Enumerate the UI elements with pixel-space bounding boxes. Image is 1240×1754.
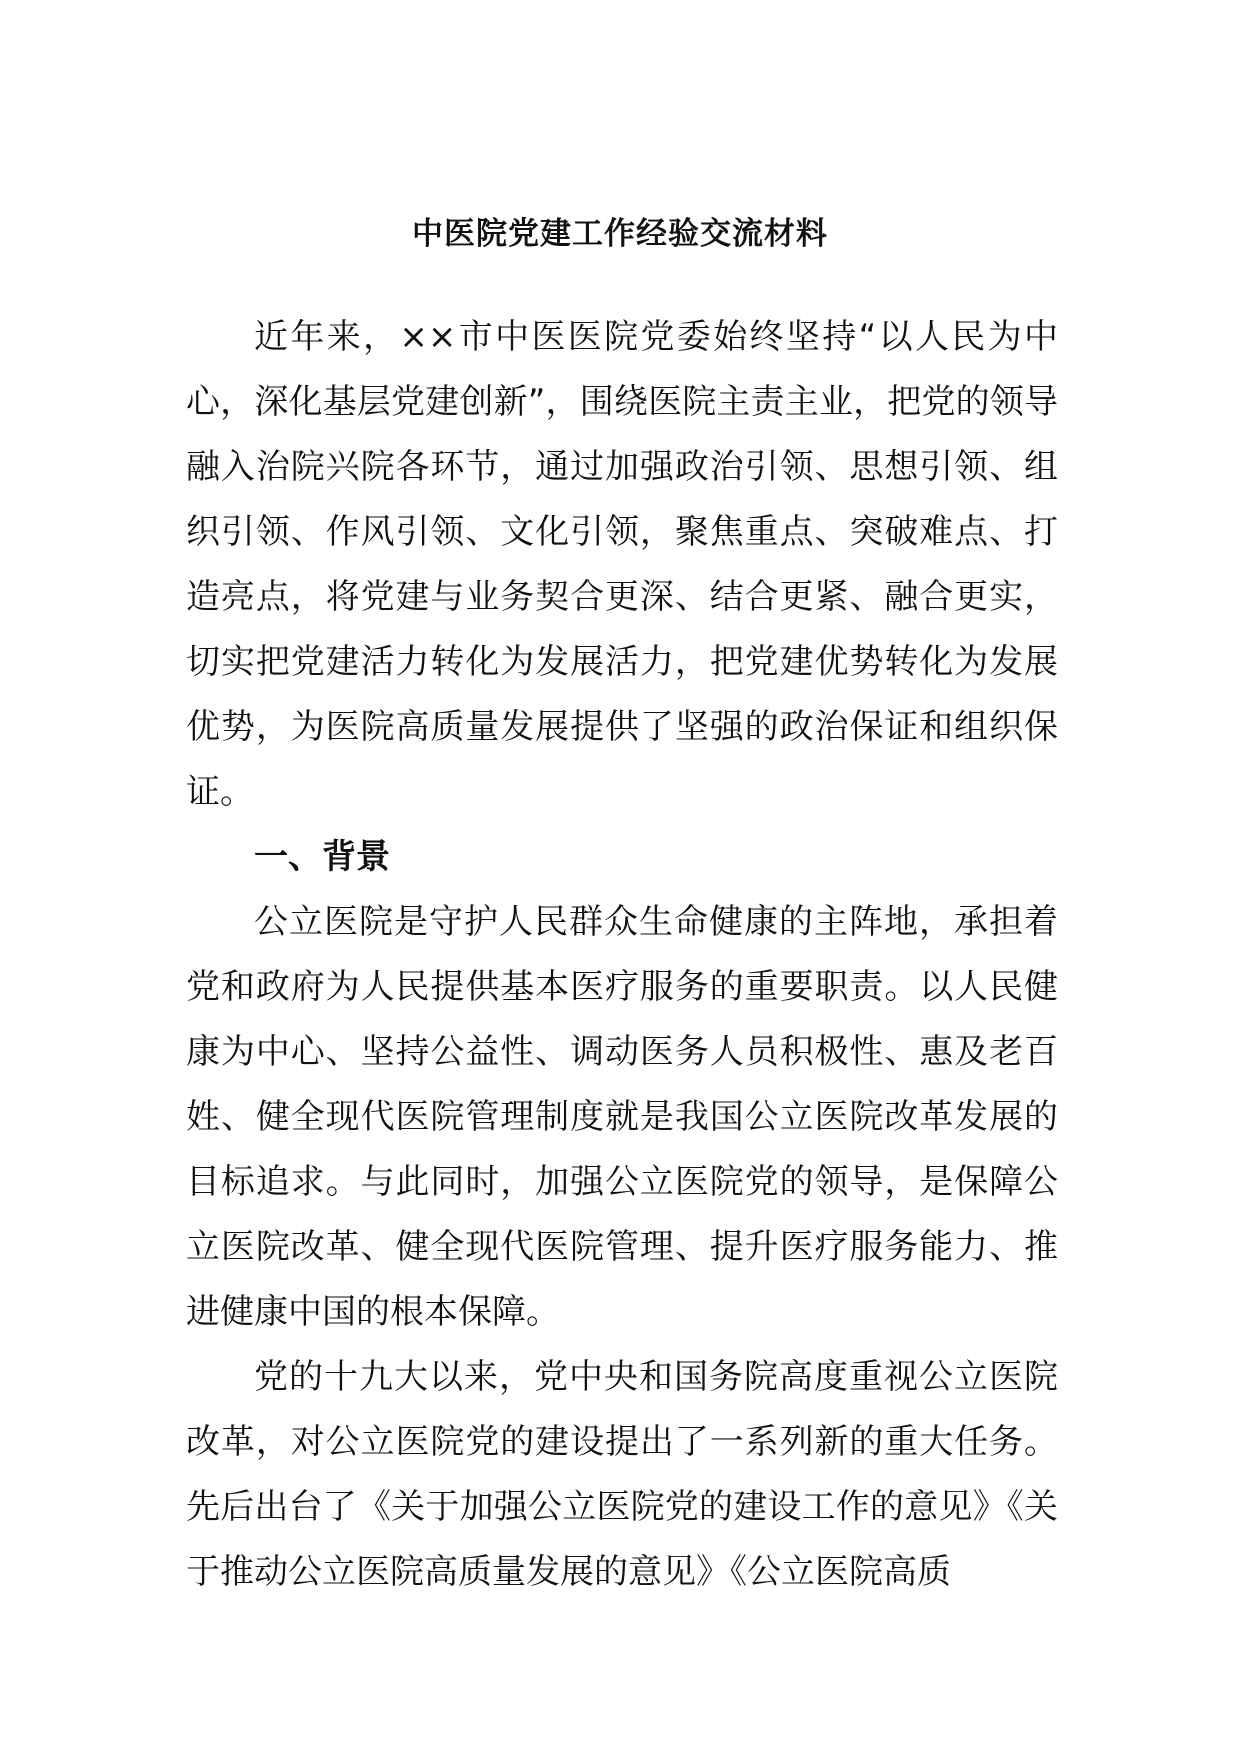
document-title: 中医院党建工作经验交流材料	[412, 216, 828, 252]
section-heading-background: 一、背景	[254, 837, 390, 877]
intro-paragraph: 近年来，××市中医医院党委始终坚持“以人民为中心，深化基层党建创新”，围绕医院主责主业，把党的领导融入治院兴院各环节，通过加强政治引领、思想引领、组织引领、作风引领、文化引领，聚焦重点、突破难点、打造亮点，将党建与业务契合更深、结合更紧、融合更实，切实把党建活力转化为发展活力，把党建优势转化为发展优势，为医院高质量发展提供了坚强的政治保证和组织保证。	[186, 317, 1058, 812]
document-body	[186, 305, 1058, 1605]
background-paragraph-2: 党的十九大以来，党中央和国务院高度重视公立医院改革，对公立医院党的建设提出了一系列新的重大任务。先后出台了《关于加强公立医院党的建设工作的意见》《关于推动公立医院高质量发展的意见》《公立医院高质	[186, 1357, 1058, 1592]
background-paragraph-1: 公立医院是守护人民群众生命健康的主阵地，承担着党和政府为人民提供基本医疗服务的重要职责。以人民健康为中心、坚持公益性、调动医务人员积极性、惠及老百姓、健全现代医院管理制度就是我国公立医院改革发展的目标追求。与此同时，加强公立医院党的领导，是保障公立医院改革、健全现代医院管理、提升医疗服务能力、推进健康中国的根本保障。	[186, 902, 1058, 1332]
